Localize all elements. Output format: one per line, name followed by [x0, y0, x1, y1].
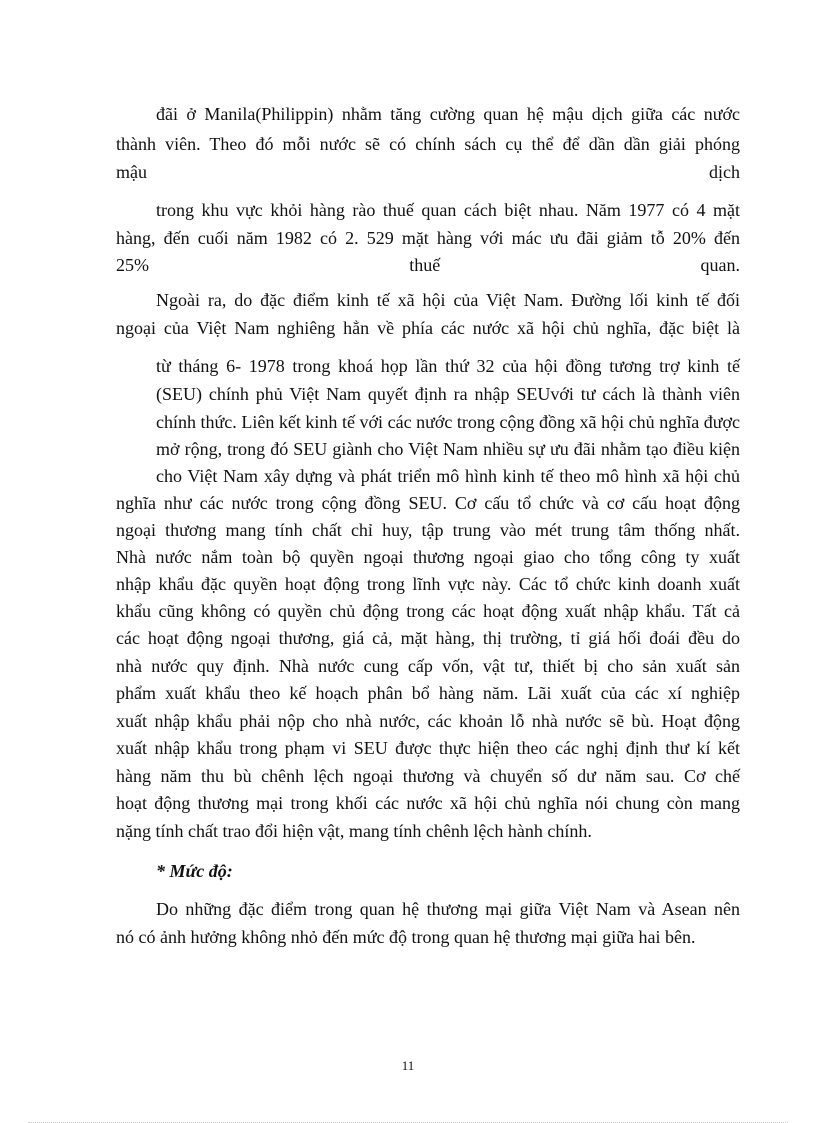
paragraph1-line2: thành viên. Theo đó mỗi nước sẽ có chính sách cụ thể để dần dần giải phóng	[116, 134, 740, 154]
paragraph3-line1: Ngoài ra, do đặc điểm kinh tế xã hội của Việt Nam. Đường lối kinh tế đối	[156, 290, 740, 310]
paragraph4-line: Nhà nước nắm toàn bộ quyền ngoại thương ngoại giao cho tổng công ty xuất	[116, 547, 740, 567]
paragraph1-line3-word-right: dịch	[709, 162, 740, 182]
paragraph4-line: phẩm xuất khẩu theo kế hoạch phân bổ hàng năm. Lãi xuất của các xí nghiệp	[116, 683, 740, 703]
paragraph2-line1: trong khu vực khỏi hàng rào thuế quan cách biệt nhau. Năm 1977 có 4 mặt	[156, 200, 740, 220]
paragraph4-line: nhập khẩu đặc quyền hoạt động trong lĩnh vực này. Các tổ chức kinh doanh xuất	[116, 574, 740, 594]
paragraph2-line3-word-right: quan.	[700, 255, 740, 275]
paragraph4-line: mở rộng, trong đó SEU giành cho Việt Nam nhiều sự ưu đãi nhằm tạo điều kiện	[156, 439, 740, 459]
paragraph4-line: hàng năm thu bù chênh lệch ngoại thương và chuyển số dư năm sau. Cơ chế	[116, 766, 740, 786]
paragraph5-line2: nó có ảnh hưởng không nhỏ đến mức độ trong quan hệ thương mại giữa hai bên.	[116, 927, 696, 947]
paragraph4-line: cho Việt Nam xây dựng và phát triển mô hình kinh tế theo mô hình xã hội chủ	[156, 466, 740, 486]
paragraph4-line: khẩu cũng không có quyền chủ động trong các hoạt động xuất nhập khẩu. Tất cả	[116, 601, 740, 621]
paragraph1-line3	[116, 161, 740, 183]
paragraph2-line3-word-left: 25%	[116, 255, 149, 275]
paragraph1-line1: đãi ở Manila(Philippin) nhằm tăng cường quan hệ mậu dịch giữa các nước	[156, 104, 740, 124]
section-heading: * Mức độ:	[156, 861, 233, 881]
page-number: 11	[401, 1058, 415, 1073]
paragraph4-line: các hoạt động ngoại thương, giá cả, mặt hàng, thị trường, tỉ giá hối đoái đều do	[116, 628, 740, 648]
paragraph4-line: xuất nhập khẩu trong phạm vi SEU được thực hiện theo các nghị định thư kí kết	[116, 738, 740, 758]
paragraph5-line1: Do những đặc điểm trong quan hệ thương mại giữa Việt Nam và Asean nên	[156, 899, 740, 919]
paragraph4-line: từ tháng 6- 1978 trong khoá họp lần thứ 32 của hội đồng tương trợ kinh tế	[156, 356, 740, 376]
paragraph4-line: nghĩa như các nước trong cộng đồng SEU. Cơ cấu tổ chức và cơ cấu hoạt động	[116, 493, 740, 513]
paragraph4-line: ngoại thương mang tính chất chỉ huy, tập trung vào mét trung tâm thống nhất.	[116, 520, 740, 540]
paragraph1-line3-word-left: mậu	[116, 162, 147, 182]
paragraph2-line3	[116, 254, 740, 276]
paragraph4-line: nặng tính chất trao đổi hiện vật, mang tính chênh lệch hành chính.	[116, 821, 592, 841]
paragraph2-line3-word-middle: thuế	[409, 255, 441, 275]
paragraph4-line: hoạt động thương mại trong khối các nước xã hội chủ nghĩa nói chung còn mang	[116, 793, 740, 813]
paragraph4-line: chính thức. Liên kết kinh tế với các nước trong cộng đồng xã hội chủ nghĩa được	[156, 412, 740, 432]
paragraph2-line2: hàng, đến cuối năm 1982 có 2. 529 mặt hàng với mác ưu đãi giảm tỗ 20% đến	[116, 228, 740, 248]
paragraph3-line2: ngoại của Việt Nam nghiêng hẳn về phía các nước xã hội chủ nghĩa, đặc biệt là	[116, 318, 740, 338]
paragraph4-line: nhà nước quy định. Nhà nước cung cấp vốn, vật tư, thiết bị cho sản xuất sản	[116, 656, 740, 676]
paragraph4-line: xuất nhập khẩu phải nộp cho nhà nước, các khoản lỗ nhà nước sẽ bù. Hoạt động	[116, 711, 740, 731]
paragraph4-line: (SEU) chính phủ Việt Nam quyết định ra nhập SEUvới tư cách là thành viên	[156, 384, 740, 404]
